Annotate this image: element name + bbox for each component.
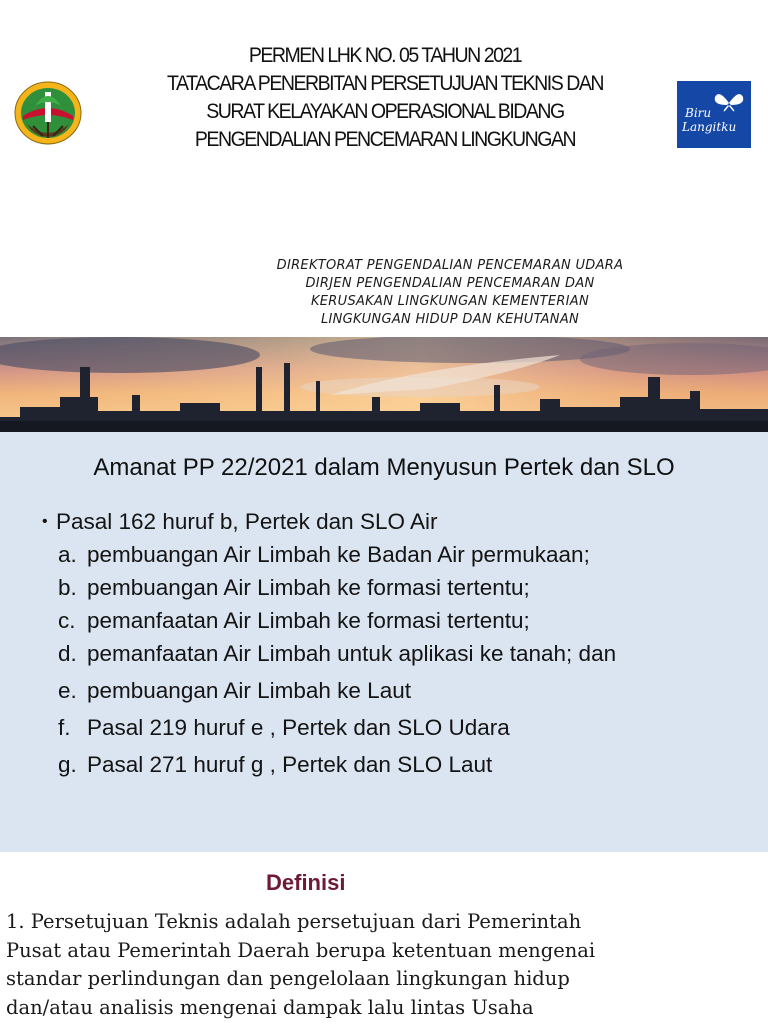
list-item-label: d. [58,641,77,666]
paragraph-line: standar perlindungan dan pengelolaan lingkungan hidup [6,967,570,990]
list-item-text: pembuangan Air Limbah ke Badan Air permukaan; [87,542,590,567]
title-line: TATACARA PENERBITAN PERSETUJUAN TEKNIS DAN [167,72,603,95]
directorate-line: KERUSAKAN LINGKUNGAN KEMENTERIAN [310,294,590,309]
bullet-icon: • [42,513,48,530]
list-item [42,711,762,744]
list-item-label: c. [58,608,76,633]
list-item-text: pemanfaatan Air Limbah ke formasi tertentu; [87,608,530,633]
list-item [42,538,762,571]
slide-title: Amanat PP 22/2021 dalam Menyusun Pertek dan SLO [93,454,675,481]
list-item-label: g. [58,752,77,777]
directorate-name [190,257,710,329]
list-item-text: pemanfaatan Air Limbah untuk aplikasi ke tanah; dan [87,641,617,666]
definition-paragraph [6,908,766,1022]
paragraph-line: 1. Persetujuan Teknis adalah persetujuan dari Pemerintah [6,910,582,933]
list-item-label: b. [58,575,77,600]
paragraph-line: Pusat atau Pemerintah Daerah berupa ketentuan mengenai [6,938,596,962]
industrial-skyline-banner [0,337,768,432]
paragraph-line: dan/atau analisis mengenai dampak lalu lintas Usaha [6,995,534,1019]
list-item [42,571,762,604]
mandate-slide [0,432,768,852]
butterfly-icon [713,91,745,113]
list-item [42,637,762,670]
mandate-list [42,505,762,781]
list-item-text: pembuangan Air Limbah ke Laut [87,678,411,703]
logo-text-line1: Biru [685,106,712,120]
title-line: SURAT KELAYAKAN OPERASIONAL BIDANG [206,100,564,123]
title-line: PENGENDALIAN PENCEMARAN LINGKUNGAN [194,128,576,151]
logo-text-line2: Langitku [682,120,737,134]
directorate-line: DIRJEN PENGENDALIAN PENCEMARAN DAN [305,276,595,291]
directorate-line: DIREKTORAT PENGENDALIAN PENCEMARAN UDARA [276,258,624,273]
list-item-label: e. [58,678,77,703]
list-item-text: Pasal 219 huruf e , Pertek dan SLO Udara [87,715,510,740]
ministry-emblem-icon [13,80,83,146]
regulation-title [100,42,670,154]
list-item [42,505,762,538]
title-slide [0,0,768,432]
biru-langitku-logo [677,81,751,148]
section-heading: Definisi [266,870,346,895]
list-item [42,674,762,707]
directorate-line: LINGKUNGAN HIDUP DAN KEHUTANAN [320,312,580,327]
definition-slide [0,852,768,1024]
list-item-text: Pasal 271 huruf g , Pertek dan SLO Laut [87,752,493,777]
list-item-label: f. [58,715,71,740]
list-item-text: pembuangan Air Limbah ke formasi tertentu; [87,575,530,600]
list-item [42,748,762,781]
list-item [42,604,762,637]
title-line: PERMEN LHK NO. 05 TAHUN 2021 [248,44,522,67]
list-item-label: a. [58,542,77,567]
list-item-text: Pasal 162 huruf b, Pertek dan SLO Air [56,509,438,534]
